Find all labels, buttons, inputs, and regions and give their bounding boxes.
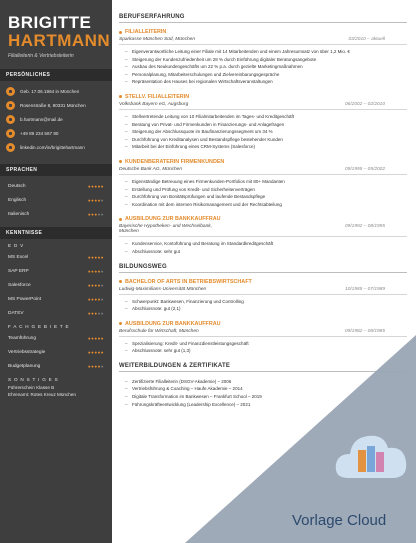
rating-dot-icon: ● (91, 349, 95, 355)
entry-title (119, 29, 407, 35)
skill-rating (88, 212, 104, 217)
skill-label: MS PowerPoint (8, 296, 42, 302)
rating-dot-icon: ● (87, 268, 92, 274)
mail-icon (6, 115, 15, 124)
contact-row (0, 84, 112, 98)
entry-bullet-item: – Eigenständige Betreuung eines Firmenkunden-Portfolios mit 80+ Mandanten (125, 178, 407, 186)
skill-label: Vertriebsstrategie (8, 349, 46, 355)
contact-row (0, 112, 112, 126)
entry-title-text: KUNDENBERATERIN FIRMENKUNDEN (125, 158, 225, 165)
rating-dot-icon: ● (97, 296, 101, 302)
last-name: HARTMANN (8, 31, 111, 50)
bullet-icon (119, 31, 122, 34)
skill-row (0, 345, 112, 359)
contact-row (0, 98, 112, 112)
entry-date: 03/2010 – aktuell (348, 37, 385, 42)
entry-bullets (125, 113, 407, 151)
contact-row (0, 140, 112, 154)
contact-text: +49 89 234 567 80 (20, 130, 59, 136)
skill-rating (88, 283, 104, 288)
entry-date: 09/1982 – 08/1985 (344, 328, 385, 334)
skill-rating (88, 364, 104, 369)
skill-rating (88, 269, 104, 274)
entry-date: 09/1992 – 08/1995 (344, 224, 385, 230)
rating-dot-icon: ● (100, 310, 104, 316)
rating-dot-icon: ● (100, 197, 104, 203)
rating-dot-icon: ● (94, 183, 98, 189)
rating-dot-icon: ● (94, 268, 98, 274)
rating-dot-icon: ● (100, 349, 104, 355)
personal-heading: PERSÖNLICHES (0, 69, 112, 81)
skill-label: Budgetplanung (8, 363, 41, 369)
rating-dot-icon: ● (87, 363, 92, 369)
skill-row (0, 179, 112, 193)
rating-dot-icon: ● (91, 254, 95, 260)
skill-row (0, 331, 112, 345)
rating-dot-icon: ● (100, 254, 104, 260)
rating-dot-icon: ● (97, 183, 101, 189)
edv-list (0, 250, 112, 320)
cv-entry (119, 159, 407, 208)
cv-entry (119, 321, 407, 355)
skill-row (0, 292, 112, 306)
entry-bullet-item: – Abschlussnote: sehr gut (125, 248, 407, 256)
cloud-logo-icon (330, 418, 410, 498)
entry-organization: Deutsche Bank AG, München (119, 166, 183, 172)
entry-meta (119, 102, 407, 107)
watermark-brand: Vorlage Cloud (292, 512, 387, 529)
skill-row (0, 306, 112, 320)
cv-entry (119, 279, 407, 313)
contact-row (0, 126, 112, 140)
first-name: BRIGITTE (8, 13, 92, 32)
phone-icon (6, 129, 15, 138)
contact-text: Geb. 17.06.1964 in München (20, 88, 80, 94)
training-item: – Zertifizierte Filialleiterin (DSGV-Akademie) – 2006 (125, 378, 407, 386)
entry-bullets (125, 240, 407, 255)
training-item: – Digitale Transformation im Bankwesen – Frankfurt School – 2019 (125, 393, 407, 401)
bullet-icon (119, 160, 122, 163)
entry-title (119, 216, 407, 222)
skill-label: DATEV (8, 310, 24, 316)
rating-dot-icon: ● (97, 211, 101, 217)
entry-bullet-item: – Steigerung der Kundenzufriedenheit um 28 % durch Einführung digitaler Beratungsangebote (125, 56, 407, 64)
rating-dot-icon: ● (97, 335, 101, 341)
rating-dot-icon: ● (87, 296, 92, 302)
entry-bullet-item: – Steigerung der Abschlussquote im Baufinanzierungssegment um 34 % (125, 128, 407, 136)
entry-bullet-item: – Spezialisierung: Kredit- und Finanzdienstleistungsgeschäft (125, 340, 407, 348)
skill-rating (88, 311, 104, 316)
cv-entry (119, 94, 407, 151)
entry-divider (119, 336, 407, 337)
rating-dot-icon: ● (97, 349, 101, 355)
skill-label: Teamführung (8, 335, 36, 341)
entry-divider (119, 294, 407, 295)
entry-title-text: STELLV. FILIALLEITERIN (125, 93, 190, 100)
cv-entry (119, 216, 407, 255)
rating-dot-icon: ● (94, 363, 98, 369)
entry-bullet-item: – Koordination mit dem internen Risikomanagement und der Rechtsabteilung (125, 201, 407, 209)
rating-dot-icon: ● (100, 296, 104, 302)
skill-rating (88, 297, 104, 302)
entry-title (119, 94, 407, 100)
rating-dot-icon: ● (100, 183, 104, 189)
rating-dot-icon: ● (97, 268, 101, 274)
contact-list (0, 81, 112, 154)
sonstiges-heading: S O N S T I G E S (8, 377, 59, 382)
bullet-icon (119, 322, 122, 325)
entry-title-text: FILIALLEITERIN (125, 29, 167, 35)
entry-organization: Bayerische Hypotheken- und Wechselbank, (119, 224, 212, 230)
rating-dot-icon: ● (97, 363, 101, 369)
rating-dot-icon: ● (87, 335, 92, 341)
rating-dot-icon: ● (91, 268, 95, 274)
entry-organization: Sparkasse München Süd, München (119, 37, 195, 42)
contact-text: Rosenstraße 8, 80331 München (20, 102, 86, 108)
skill-rating (88, 198, 104, 203)
entry-title-text: BACHELOR OF ARTS IN BETRIEBSWIRTSCHAFT (125, 278, 252, 285)
edv-heading: E D V (8, 243, 24, 248)
entry-title (119, 159, 407, 165)
entry-bullet-item: – Kundenservice, Kontoführung und Beratung im Standardkreditgeschäft (125, 240, 407, 248)
rating-dot-icon: ● (87, 310, 92, 316)
entry-divider (119, 236, 407, 237)
main-content (119, 14, 407, 408)
rating-dot-icon: ● (100, 363, 104, 369)
job-subtitle: Filialleiterin & Vertriebsleiterin (8, 53, 74, 59)
rating-dot-icon: ● (87, 349, 92, 355)
training-item: – Vertriebsführung & Coaching – Haufe Akademie – 2014 (125, 385, 407, 393)
skill-row (0, 250, 112, 264)
rating-dot-icon: ● (100, 268, 104, 274)
entry-title-text: AUSBILDUNG ZUR BANKKAUFFRAU (125, 216, 221, 223)
entry-bullet-item: – Beratung von Privat- und Firmenkunden in Finanzierungs- und Anlagefragen (125, 121, 407, 129)
entry-bullet-item: – Schwerpunkt: Bankwesen, Finanzierung und Controlling (125, 298, 407, 306)
rating-dot-icon: ● (91, 296, 95, 302)
entry-bullet-item: – Durchführung von Kreditanalysen und Bestandspflege bestehender Kunden (125, 136, 407, 144)
entry-organization-line-2: München (119, 229, 139, 235)
name-block (0, 0, 112, 65)
rating-dot-icon: ● (97, 254, 101, 260)
entry-bullet-item: – Ausbau des Neukundengeschäfts um 22 % p.a. durch gezielte Marketingmaßnahmen (125, 63, 407, 71)
rating-dot-icon: ● (91, 335, 95, 341)
rating-dot-icon: ● (87, 197, 92, 203)
entry-divider (119, 109, 407, 110)
fach-heading: F A C H G E B I E T E (8, 324, 70, 329)
entry-meta (119, 287, 407, 292)
rating-dot-icon: ● (94, 296, 98, 302)
skill-row (0, 207, 112, 221)
skill-label: MS Excel (8, 254, 29, 260)
skill-row (0, 193, 112, 207)
fach-list (0, 331, 112, 373)
rating-dot-icon: ● (94, 254, 98, 260)
training-item: – Führungskräfteentwicklung (Leadership Excellence) – 2021 (125, 401, 407, 409)
bullet-icon (119, 218, 122, 221)
cv-entry (119, 29, 407, 86)
skill-rating (88, 336, 104, 341)
entry-bullet-item: – Abschlussnote: gut (2,1) (125, 305, 407, 313)
entry-bullet-item: – Mitarbeit bei der Einführung eines CRM-Systems (Salesforce) (125, 143, 407, 151)
entry-organization: Volksbank Bayern eG, Augsburg (119, 101, 189, 107)
entry-date: 06/2002 – 02/2010 (344, 101, 385, 107)
skill-label: Italienisch (8, 211, 30, 217)
skills-heading: KENNTNISSE (0, 227, 112, 239)
experience-heading: BERUFSERFAHRUNG (119, 14, 407, 23)
rating-dot-icon: ● (97, 197, 101, 203)
rating-dot-icon: ● (94, 197, 98, 203)
entry-bullet-item: – Stellvertretende Leitung von 10 Filialmitarbeitenden im Tages- und Kreditgeschäft (125, 113, 407, 121)
entry-divider (119, 44, 407, 45)
skill-label: Salesforce (8, 282, 31, 288)
skill-rating (88, 350, 104, 355)
bullet-icon (119, 280, 122, 283)
entry-title (119, 279, 407, 285)
rating-dot-icon: ● (87, 282, 92, 288)
entry-bullets (125, 298, 407, 313)
contact-text: b.hartmann@mail.de (20, 116, 63, 122)
entry-bullet-item: – Durchführung von Bonitätsprüfungen und laufende Bestandspflege (125, 193, 407, 201)
entry-divider (119, 174, 407, 175)
bullet-icon (119, 95, 122, 98)
rating-dot-icon: ● (100, 282, 104, 288)
skill-label: SAP ERP (8, 268, 29, 274)
rating-dot-icon: ● (100, 335, 104, 341)
rating-dot-icon: ● (91, 310, 95, 316)
entry-meta (119, 329, 407, 334)
entry-bullets (125, 48, 407, 86)
sidebar (0, 0, 112, 543)
skill-row (0, 359, 112, 373)
languages-heading: SPRACHEN (0, 164, 112, 176)
sonstiges-line-1: Führerschein Klasse B (8, 385, 55, 390)
rating-dot-icon: ● (94, 335, 98, 341)
entry-meta (119, 167, 407, 172)
sonstiges-line-2: Ehrenamt: Rotes Kreuz München (8, 392, 76, 397)
entry-title-text: AUSBILDUNG ZUR BANKKAUFFRAU (125, 320, 221, 327)
skill-label: Englisch (8, 197, 27, 203)
skill-row (0, 264, 112, 278)
entry-bullets (125, 340, 407, 355)
rating-dot-icon: ● (94, 310, 98, 316)
calendar-icon (6, 87, 15, 96)
entry-date: 09/1995 – 05/2002 (344, 166, 385, 172)
rating-dot-icon: ● (94, 211, 98, 217)
education-list (119, 279, 407, 355)
education-heading: BILDUNGSWEG (119, 264, 407, 273)
entry-bullet-item: – Abschlussnote: sehr gut (1,3) (125, 347, 407, 355)
rating-dot-icon: ● (91, 183, 95, 189)
skill-rating (88, 184, 104, 189)
entry-organization: Ludwig-Maximilians-Universität München (119, 286, 207, 292)
rating-dot-icon: ● (91, 363, 95, 369)
rating-dot-icon: ● (94, 282, 98, 288)
language-list (0, 176, 112, 221)
contact-text: linkedin.com/in/brigittehartmann (20, 144, 85, 150)
entry-organization: Berufsschule für Wirtschaft, München (119, 328, 199, 334)
rating-dot-icon: ● (91, 211, 95, 217)
rating-dot-icon: ● (91, 282, 95, 288)
entry-bullet-item: – Repräsentation des Hauses bei regionalen Wirtschaftsveranstaltungen (125, 78, 407, 86)
skill-row (0, 278, 112, 292)
rating-dot-icon: ● (91, 197, 95, 203)
rating-dot-icon: ● (97, 310, 101, 316)
skill-label: Deutsch (8, 183, 26, 189)
rating-dot-icon: ● (94, 349, 98, 355)
entry-bullet-item: – Erstellung und Prüfung von Kredit- und Sicherheitenverträgen (125, 186, 407, 194)
home-icon (6, 101, 15, 110)
entry-bullet-item: – Eigenverantwortliche Leitung einer Filiale mit 14 Mitarbeitenden und einem Jahresumsatz von über 1,2 Mio. € (125, 48, 407, 56)
skill-rating (88, 255, 104, 260)
rating-dot-icon: ● (87, 183, 92, 189)
rating-dot-icon: ● (97, 282, 101, 288)
entry-title (119, 321, 407, 327)
entry-bullet-item: – Personalplanung, Mitarbeiterschulungen und Zielvereinbarungsgespräche (125, 71, 407, 79)
entry-date: 10/1985 – 07/1989 (344, 286, 385, 292)
entry-bullets (125, 178, 407, 208)
rating-dot-icon: ● (100, 211, 104, 217)
rating-dot-icon: ● (87, 254, 92, 260)
entry-meta (119, 37, 407, 42)
experience-list (119, 29, 407, 256)
training-heading: WEITERBILDUNGEN & ZERTIFIKATE (119, 363, 407, 372)
linkedin-icon (6, 143, 15, 152)
rating-dot-icon: ● (87, 211, 92, 217)
